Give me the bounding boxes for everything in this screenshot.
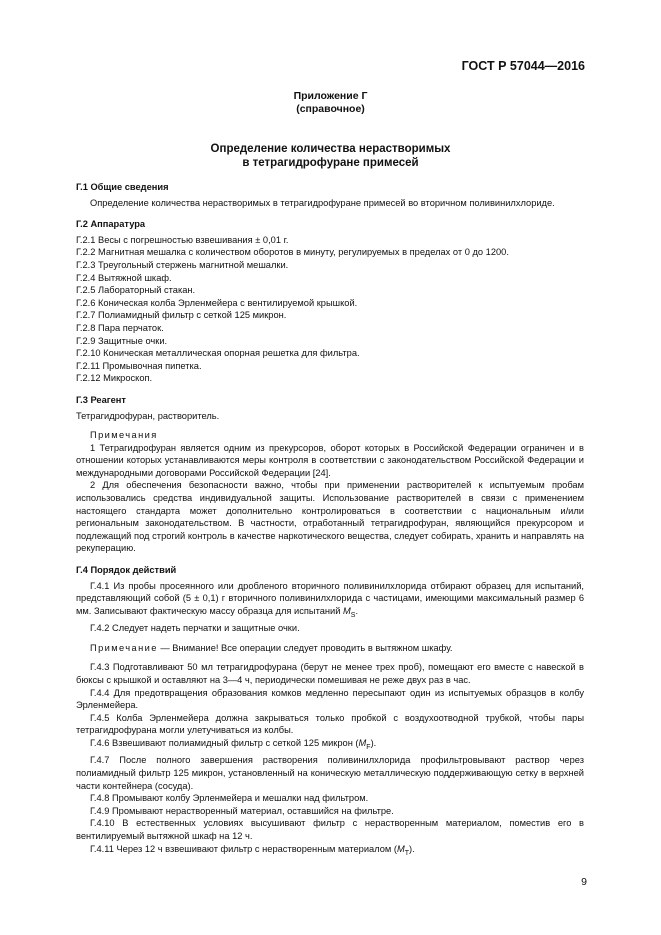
procedure-step-4-8: Г.4.8 Промывают колбу Эрленмейера и мешалки над фильтром. [90,793,369,804]
procedure-step-4-1: Г.4.1 Из пробы просеянного или дробленого вторичного поливинилхлорида отбирают образец для испытаний, представляющий собой (5 ± 0,1) г вторичного поливинилхлорида с частицами, имеющими максимальный размер 6 мм. Записывают фактическую массу образца для испытаний $M_S$. [76,580,584,619]
title-line-2: в тетрагидрофуране примесей [242,157,419,169]
procedure-step-4-4: Г.4.4 Для предотвращения образования комков медленно пересыпают один из испытуемых образцов в колбу Эрленмейера. [76,687,584,711]
procedure-step-4-9: Г.4.9 Промывают нерастворенный материал, оставшийся на фильтре. [90,805,394,816]
section-heading-reagent: Г.3 Реагент [76,394,126,405]
reagent-text: Тетрагидрофуран, растворитель. [76,410,220,421]
procedure-step-4-2: Г.4.2 Следует надеть перчатки и защитные очки. [90,623,300,634]
page-number: 9 [581,876,587,888]
apparatus-item: Г.2.5 Лабораторный стакан. [76,285,196,296]
section-heading-procedure: Г.4 Порядок действий [76,565,177,576]
annex-title: Приложение Г [293,90,368,102]
annex-heading [0,90,661,116]
apparatus-item: Г.2.10 Коническая металлическая опорная решетка для фильтра. [76,348,360,359]
standard-number: ГОСТ Р 57044—2016 [461,59,585,73]
general-text: Определение количества нерастворимых в тетрагидрофуране примесей во вторичном поливинилхлориде. [90,197,555,208]
apparatus-item: Г.2.11 Промывочная пипетка. [76,360,202,371]
note-1: 1 Тетрагидрофуран является одним из прекурсоров, оборот которых в Российской Федерации ограничен и в отношении которых устанавливаются меры контроля в соответствии с законодательством Российской Федерации и международными договорами Российской Федерации [24]. [76,442,584,478]
procedure-step-4-7: Г.4.7 После полного завершения растворения поливинилхлорида профильтровывают раствор через полиамидный фильтр 125 микрон, установленный на коническую металлическую поддерживающую сетку в верхней части контейнера (сосуда). [76,755,584,791]
document-body [76,181,584,860]
notes-heading: Примечания [90,430,158,441]
apparatus-item: Г.2.6 Коническая колба Эрленмейера с вентилируемой крышкой. [76,297,358,308]
procedure-step-4-10: Г.4.10 В естественных условиях высушивают фильтр с нерастворенным материалом, поместив его в вентилируемый вытяжной шкаф на 12 ч. [76,818,584,842]
apparatus-item: Г.2.3 Треугольный стержень магнитной мешалки. [76,259,289,270]
procedure-step-4-5: Г.4.5 Колба Эрленмейера должна закрываться только пробкой с воздухоотводной трубкой, чтобы пары тетрагидрофурана могли улетучиваться из колбы. [76,712,584,736]
section-heading-general: Г.1 Общие сведения [76,182,169,192]
apparatus-item: Г.2.8 Пара перчаток. [76,322,164,333]
apparatus-item: Г.2.2 Магнитная мешалка с количеством оборотов в минуту, регулируемых в пределах от 0 до 1200. [76,247,509,258]
procedure-step-4-6: Г.4.6 Взвешивают полиамидный фильтр с сеткой 125 микрон $(M_F)$. [90,738,377,751]
document-title [0,142,661,170]
apparatus-item: Г.2.9 Защитные очки. [76,335,168,346]
apparatus-item: Г.2.7 Полиамидный фильтр с сеткой 125 микрон. [76,310,287,321]
title-line-1: Определение количества нерастворимых [210,143,451,155]
apparatus-item: Г.2.4 Вытяжной шкаф. [76,272,172,283]
apparatus-item: Г.2.1 Весы с погрешностью взвешивания ± 0,01 г. [76,234,289,245]
apparatus-list [76,234,584,385]
procedure-note: Примечание — Внимание! Все операции следует проводить в вытяжном шкафу. [90,642,453,653]
procedure-step-4-11: Г.4.11 Через 12 ч взвешивают фильтр с нерастворенным материалом $(M_T)$. [90,843,415,857]
procedure-step-4-3: Г.4.3 Подготавливают 50 мл тетрагидрофурана (берут не менее трех проб), помещают его вместе с навеской в бюксы с крышкой и оставляют на 3—4 ч, периодически помешивая не реже двух раз в час. [76,662,584,686]
apparatus-item: Г.2.12 Микроскоп. [76,373,153,384]
note-2: 2 Для обеспечения безопасности важно, чтобы при применении растворителей к испытуемым пробам использовались средства индивидуальной защиты. Использование растворителей в связи с применением настоящего стандарта может дополнительно контролироваться в соответствии с национальным и/или региональным законодательством. В частности, отработанный тетрагидрофуран, являющийся прекурсором и подлежащий под строгий контроль в качестве наркотического вещества, следует собирать, хранить и направлять на рекуперацию. [76,480,584,554]
annex-subtitle: (справочное) [296,103,365,115]
section-heading-apparatus: Г.2 Аппаратура [76,219,146,230]
